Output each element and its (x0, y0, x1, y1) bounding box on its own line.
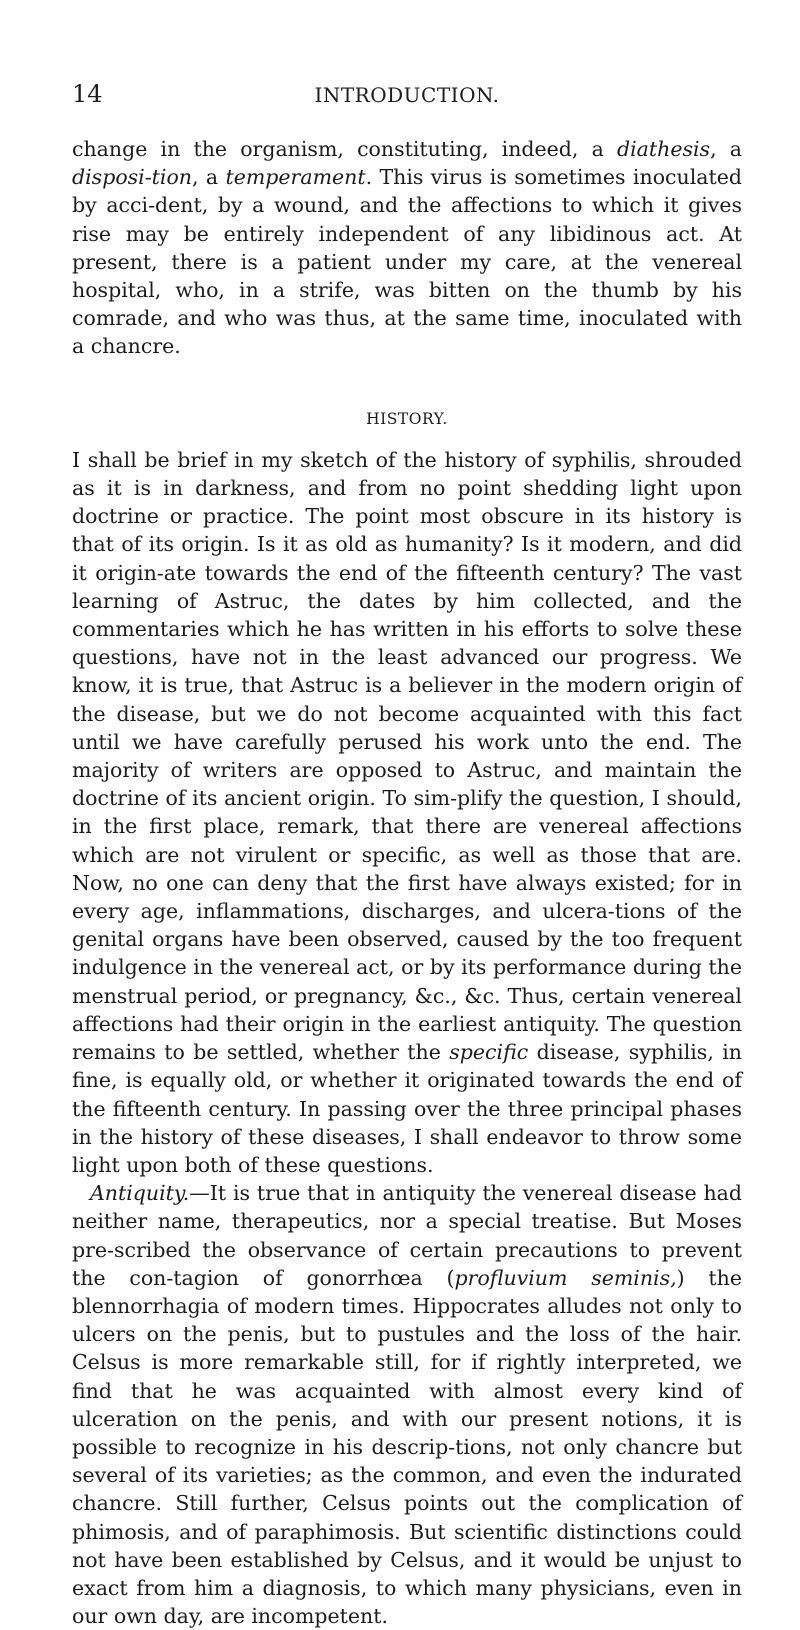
text: . This virus is sometimes inoculated by acci-dent, by a wound, and the affections to which it gives rise may be entirely independent of any libidinous act. At present, there is a patient under my care, at the venereal hospital, who, in a strife, was bitten on the thumb by his comrade, and who was thus, at the same time, inoculated with a chancre. (72, 165, 742, 359)
paragraph-diathesis (72, 135, 742, 361)
running-title: INTRODUCTION. (314, 83, 500, 107)
section-heading: HISTORY. (366, 409, 448, 428)
italic-term: diathesis (617, 137, 711, 161)
text: disease, syphilis, in fine, is equally old, or whether it originated towards the end of the fifteenth century. In passing over the three principal phases in the history of these diseases, I shall endeavor to throw some light upon both of these questions. (72, 1040, 742, 1177)
italic-term: Antiquity. (90, 1181, 190, 1206)
page-number: 14 (72, 80, 103, 108)
italic-term: temperament (225, 165, 366, 190)
italic-term: profluvium seminis, (454, 1265, 677, 1290)
text: —It is true that in antiquity the venereal disease had neither name, therapeutics, nor a special treatise. But Moses pre-scribed the observance of certain precautions to prevent the con-tagion of gonorrhœa ( (72, 1181, 742, 1290)
italic-term: specific (449, 1040, 529, 1065)
paragraph-history (72, 446, 742, 1179)
paragraph-antiquity (72, 1179, 742, 1630)
text: I shall be brief in my sketch of the history of syphilis, shrouded as it is in darkness, and from no point shedding light upon doctrine or practice. The point most obscure in its history is that of its origin. Is it as old as humanity? Is it modern, and did it origin-ate towards the end of the fifteenth century? The vast learning of Astruc, the dates by him collected, and the commentaries which he has written in his efforts to solve these questions, have not in the least advanced our progress. We know, it is true, that Astruc is a believer in the modern origin of the disease, but we do not become acquainted with this fact until we have carefully perused his work unto the end. The majority of writers are opposed to Astruc, and maintain the doctrine of its ancient origin. To sim-plify the question, I should, in the first place, remark, that there are venereal affections which are not virulent or specific, as well as those that are. Now, no one can deny that the first have always existed; for in every age, inflammations, discharges, and ulcera-tions of the genital organs have been observed, caused by the too frequent indulgence in the venereal act, or by its performance during the menstrual period, or pregnancy, &c., &c. Thus, certain venereal affections had their origin in the earliest antiquity. The question remains to be settled, whether the (72, 447, 742, 1065)
text: , a (192, 165, 226, 190)
running-head (72, 80, 742, 114)
text: ) the blennorrhagia of modern times. Hippocrates alludes not only to ulcers on the penis, but to pustules and the loss of the hair. Celsus is more remarkable still, for if rightly interpreted, we find that he was acquainted with almost every kind of ulceration on the penis, and with our present notions, it is possible to recognize in his descrip-tions, not only chancre but several of its varieties; as the common, and even the indurated chancre. Still further, Celsus points out the complication of phimosis, and of paraphimosis. But scientific distinctions could not have been established by Celsus, and it would be unjust to exact from him a diagnosis, to which many physicians, even in our own day, are incompetent. (72, 1265, 742, 1629)
text: , a (710, 137, 742, 161)
italic-term: disposi-tion (72, 165, 193, 190)
body-text (72, 135, 742, 1630)
text: change in the organism, constituting, indeed, a (72, 137, 617, 161)
